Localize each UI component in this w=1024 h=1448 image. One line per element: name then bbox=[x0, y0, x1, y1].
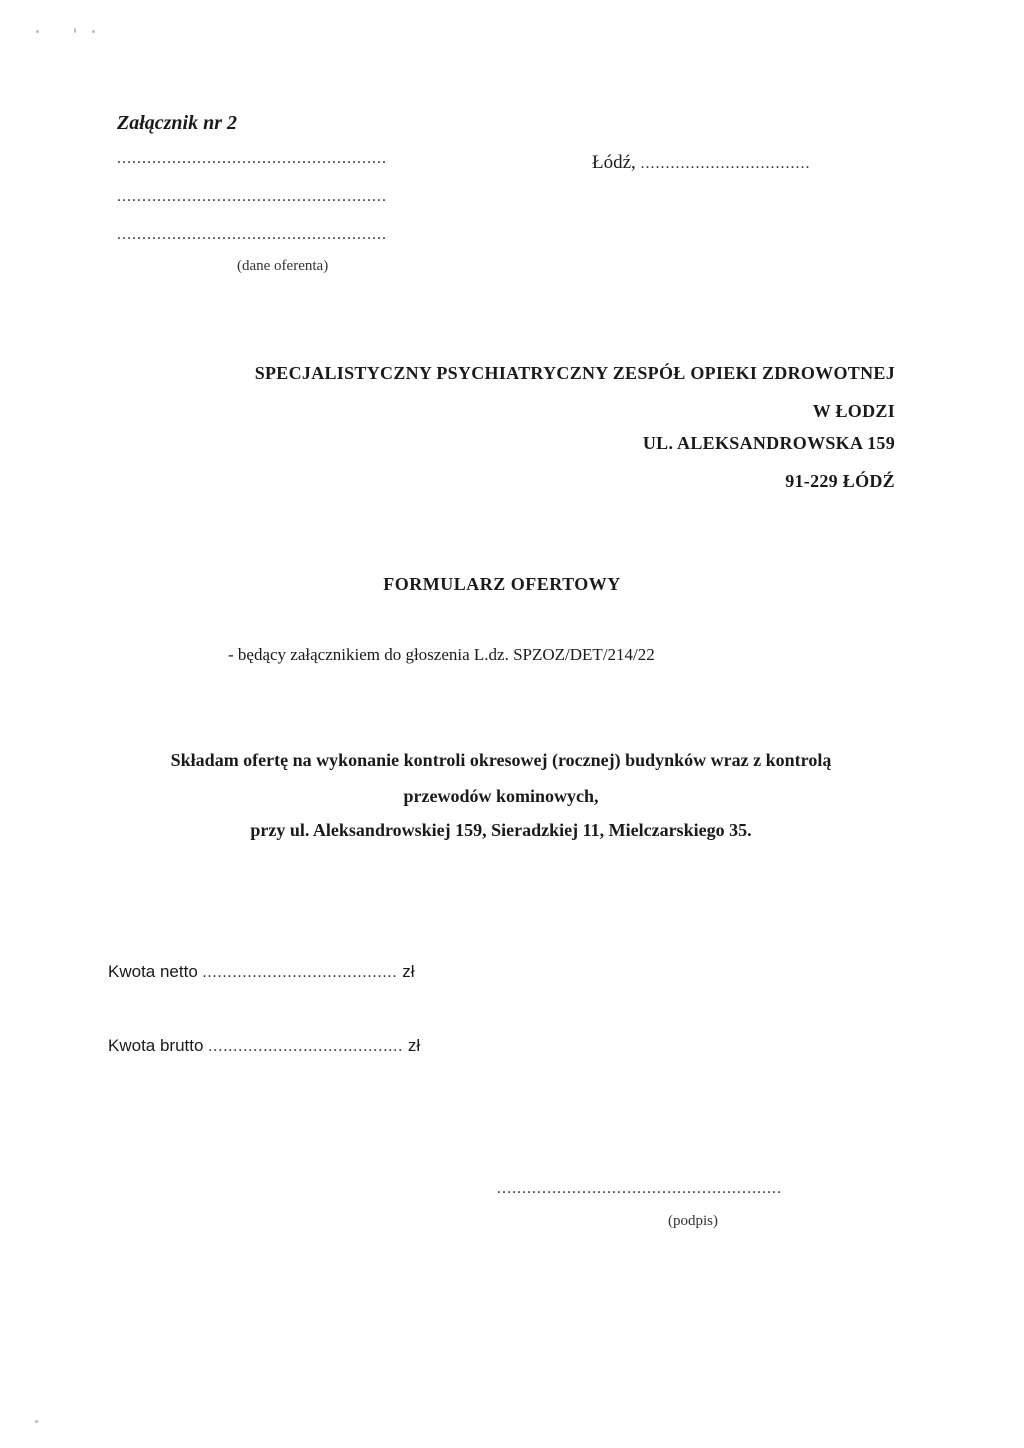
reference-line: - będący załącznikiem do głoszenia L.dz. SPZOZ/DET/214/22 bbox=[228, 645, 655, 664]
offer-text-line-1: Składam ofertę na wykonanie kontroli okresowej (rocznej) budynków wraz z kontrolą bbox=[170, 750, 832, 770]
gross-amount-field[interactable]: ....................................... bbox=[208, 1038, 404, 1055]
addressee-line-1: SPECJALISTYCZNY PSYCHIATRYCZNY ZESPÓŁ OPIEKI ZDROWOTNEJ bbox=[254, 363, 895, 383]
signature-caption: (podpis) bbox=[668, 1213, 718, 1229]
date-dotted-line[interactable]: .................................. bbox=[640, 155, 811, 172]
offerent-dotted-line-3[interactable]: ...................................................... bbox=[117, 226, 387, 243]
gross-amount-row bbox=[108, 1036, 420, 1056]
place-date-field bbox=[592, 152, 811, 174]
scan-speck bbox=[36, 30, 39, 33]
net-amount-field[interactable]: ....................................... bbox=[202, 964, 398, 981]
addressee-line-4: 91-229 ŁÓDŹ bbox=[785, 471, 895, 491]
net-amount-label: Kwota netto bbox=[108, 962, 198, 981]
form-title: FORMULARZ OFERTOWY bbox=[383, 574, 621, 594]
scan-speck bbox=[92, 30, 95, 33]
addressee-line-2: W ŁODZI bbox=[812, 401, 895, 421]
offer-text-line-2: przewodów kominowych, bbox=[403, 786, 599, 806]
net-currency: zł bbox=[402, 962, 415, 981]
scan-speck bbox=[74, 28, 76, 33]
addressee-line-3: UL. ALEKSANDROWSKA 159 bbox=[642, 433, 895, 453]
offerent-dotted-line-1[interactable]: ...................................................... bbox=[117, 150, 387, 167]
gross-amount-label: Kwota brutto bbox=[108, 1036, 204, 1055]
scan-speck bbox=[35, 1420, 38, 1423]
offerent-dotted-line-2[interactable]: ...................................................... bbox=[117, 188, 387, 205]
net-amount-row bbox=[108, 962, 415, 982]
offer-text-line-3: przy ul. Aleksandrowskiej 159, Sieradzkiej 11, Mielczarskiego 35. bbox=[250, 820, 752, 840]
offerent-caption: (dane oferenta) bbox=[237, 258, 329, 274]
city-label: Łódź, bbox=[592, 152, 636, 173]
signature-dotted-line[interactable]: ......................................................... bbox=[497, 1180, 782, 1197]
annex-label: Załącznik nr 2 bbox=[117, 112, 238, 134]
gross-currency: zł bbox=[407, 1036, 421, 1055]
